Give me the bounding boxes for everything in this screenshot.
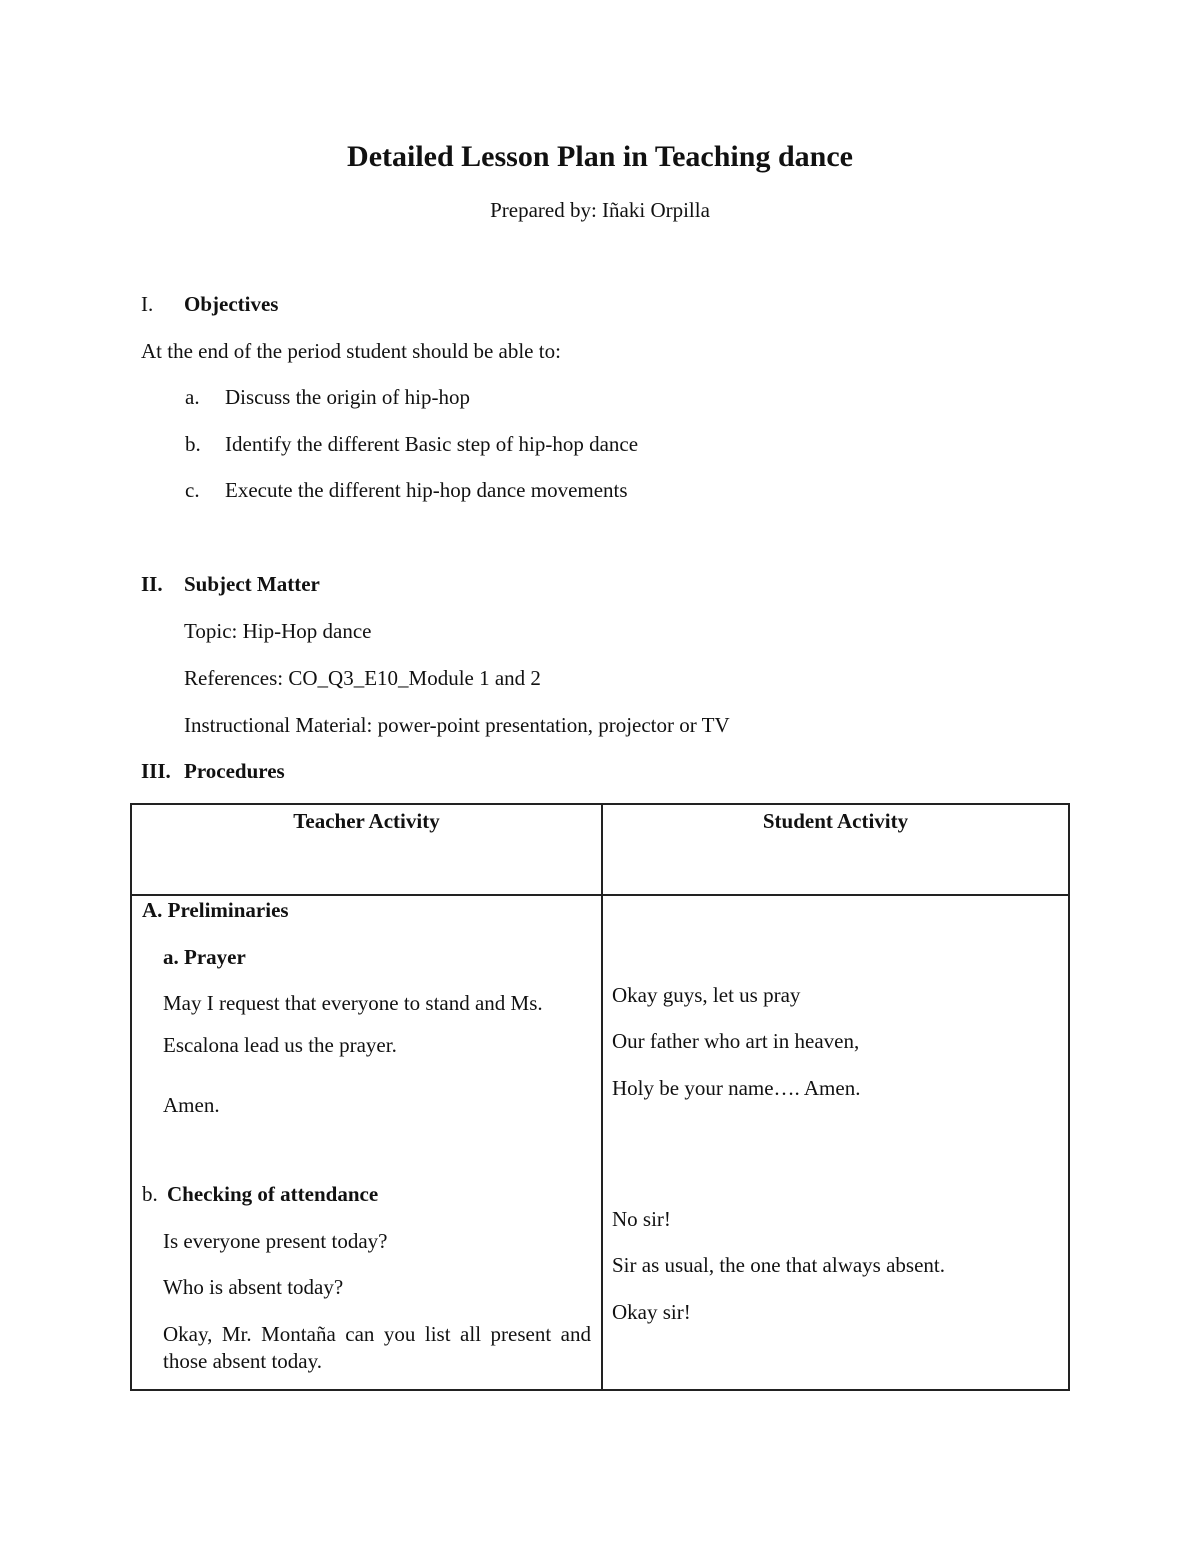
- attendance-heading: Checking of attendance: [167, 1182, 379, 1206]
- student-prayer-line: Holy be your name…. Amen.: [612, 1076, 861, 1100]
- objective-marker: c.: [185, 478, 200, 502]
- objective-marker: b.: [185, 432, 201, 456]
- table-header-divider: [132, 894, 1068, 896]
- subject-matter-heading: Subject Matter: [184, 572, 320, 596]
- procedures-table: [130, 803, 1070, 1391]
- subject-matter-numeral: II.: [141, 572, 163, 596]
- subject-topic: Topic: Hip-Hop dance: [184, 619, 372, 643]
- objectives-numeral: I.: [141, 292, 154, 316]
- procedures-heading: Procedures: [184, 759, 285, 783]
- teacher-amen: Amen.: [163, 1093, 220, 1117]
- document-title: Detailed Lesson Plan in Teaching dance: [347, 140, 853, 173]
- attendance-marker: b.: [142, 1182, 158, 1206]
- table-column-divider: [601, 805, 603, 1389]
- prepared-by: Prepared by: Iñaki Orpilla: [490, 198, 710, 222]
- subject-references: References: CO_Q3_E10_Module 1 and 2: [184, 666, 541, 690]
- teacher-prayer-request: Escalona lead us the prayer.: [163, 1033, 397, 1057]
- subject-materials: Instructional Material: power-point presentation, projector or TV: [184, 713, 730, 737]
- procedures-numeral: III.: [141, 759, 171, 783]
- student-prayer-line: Our father who art in heaven,: [612, 1029, 860, 1053]
- preliminaries-heading: A. Preliminaries: [142, 898, 289, 922]
- student-attendance-line: Sir as usual, the one that always absent.: [612, 1253, 946, 1277]
- objective-marker: a.: [185, 385, 200, 409]
- student-activity-header: Student Activity: [762, 809, 909, 833]
- objective-item: Execute the different hip-hop dance movements: [225, 478, 628, 502]
- teacher-attendance-line: Okay, Mr. Montaña can you list all present and those absent today.: [163, 1322, 591, 1373]
- student-attendance-line: No sir!: [612, 1207, 671, 1231]
- objectives-intro: At the end of the period student should be able to:: [141, 339, 561, 363]
- objectives-heading: Objectives: [184, 292, 279, 316]
- objective-item: Identify the different Basic step of hip-hop dance: [225, 432, 639, 456]
- prayer-heading: a. Prayer: [163, 945, 246, 969]
- student-prayer-line: Okay guys, let us pray: [612, 983, 801, 1007]
- teacher-activity-header: Teacher Activity: [293, 809, 440, 833]
- student-attendance-line: Okay sir!: [612, 1300, 691, 1324]
- teacher-prayer-request: May I request that everyone to stand and Ms.: [163, 991, 543, 1015]
- teacher-attendance-line: Who is absent today?: [163, 1275, 344, 1299]
- teacher-attendance-line: Is everyone present today?: [163, 1229, 388, 1253]
- objective-item: Discuss the origin of hip-hop: [225, 385, 470, 409]
